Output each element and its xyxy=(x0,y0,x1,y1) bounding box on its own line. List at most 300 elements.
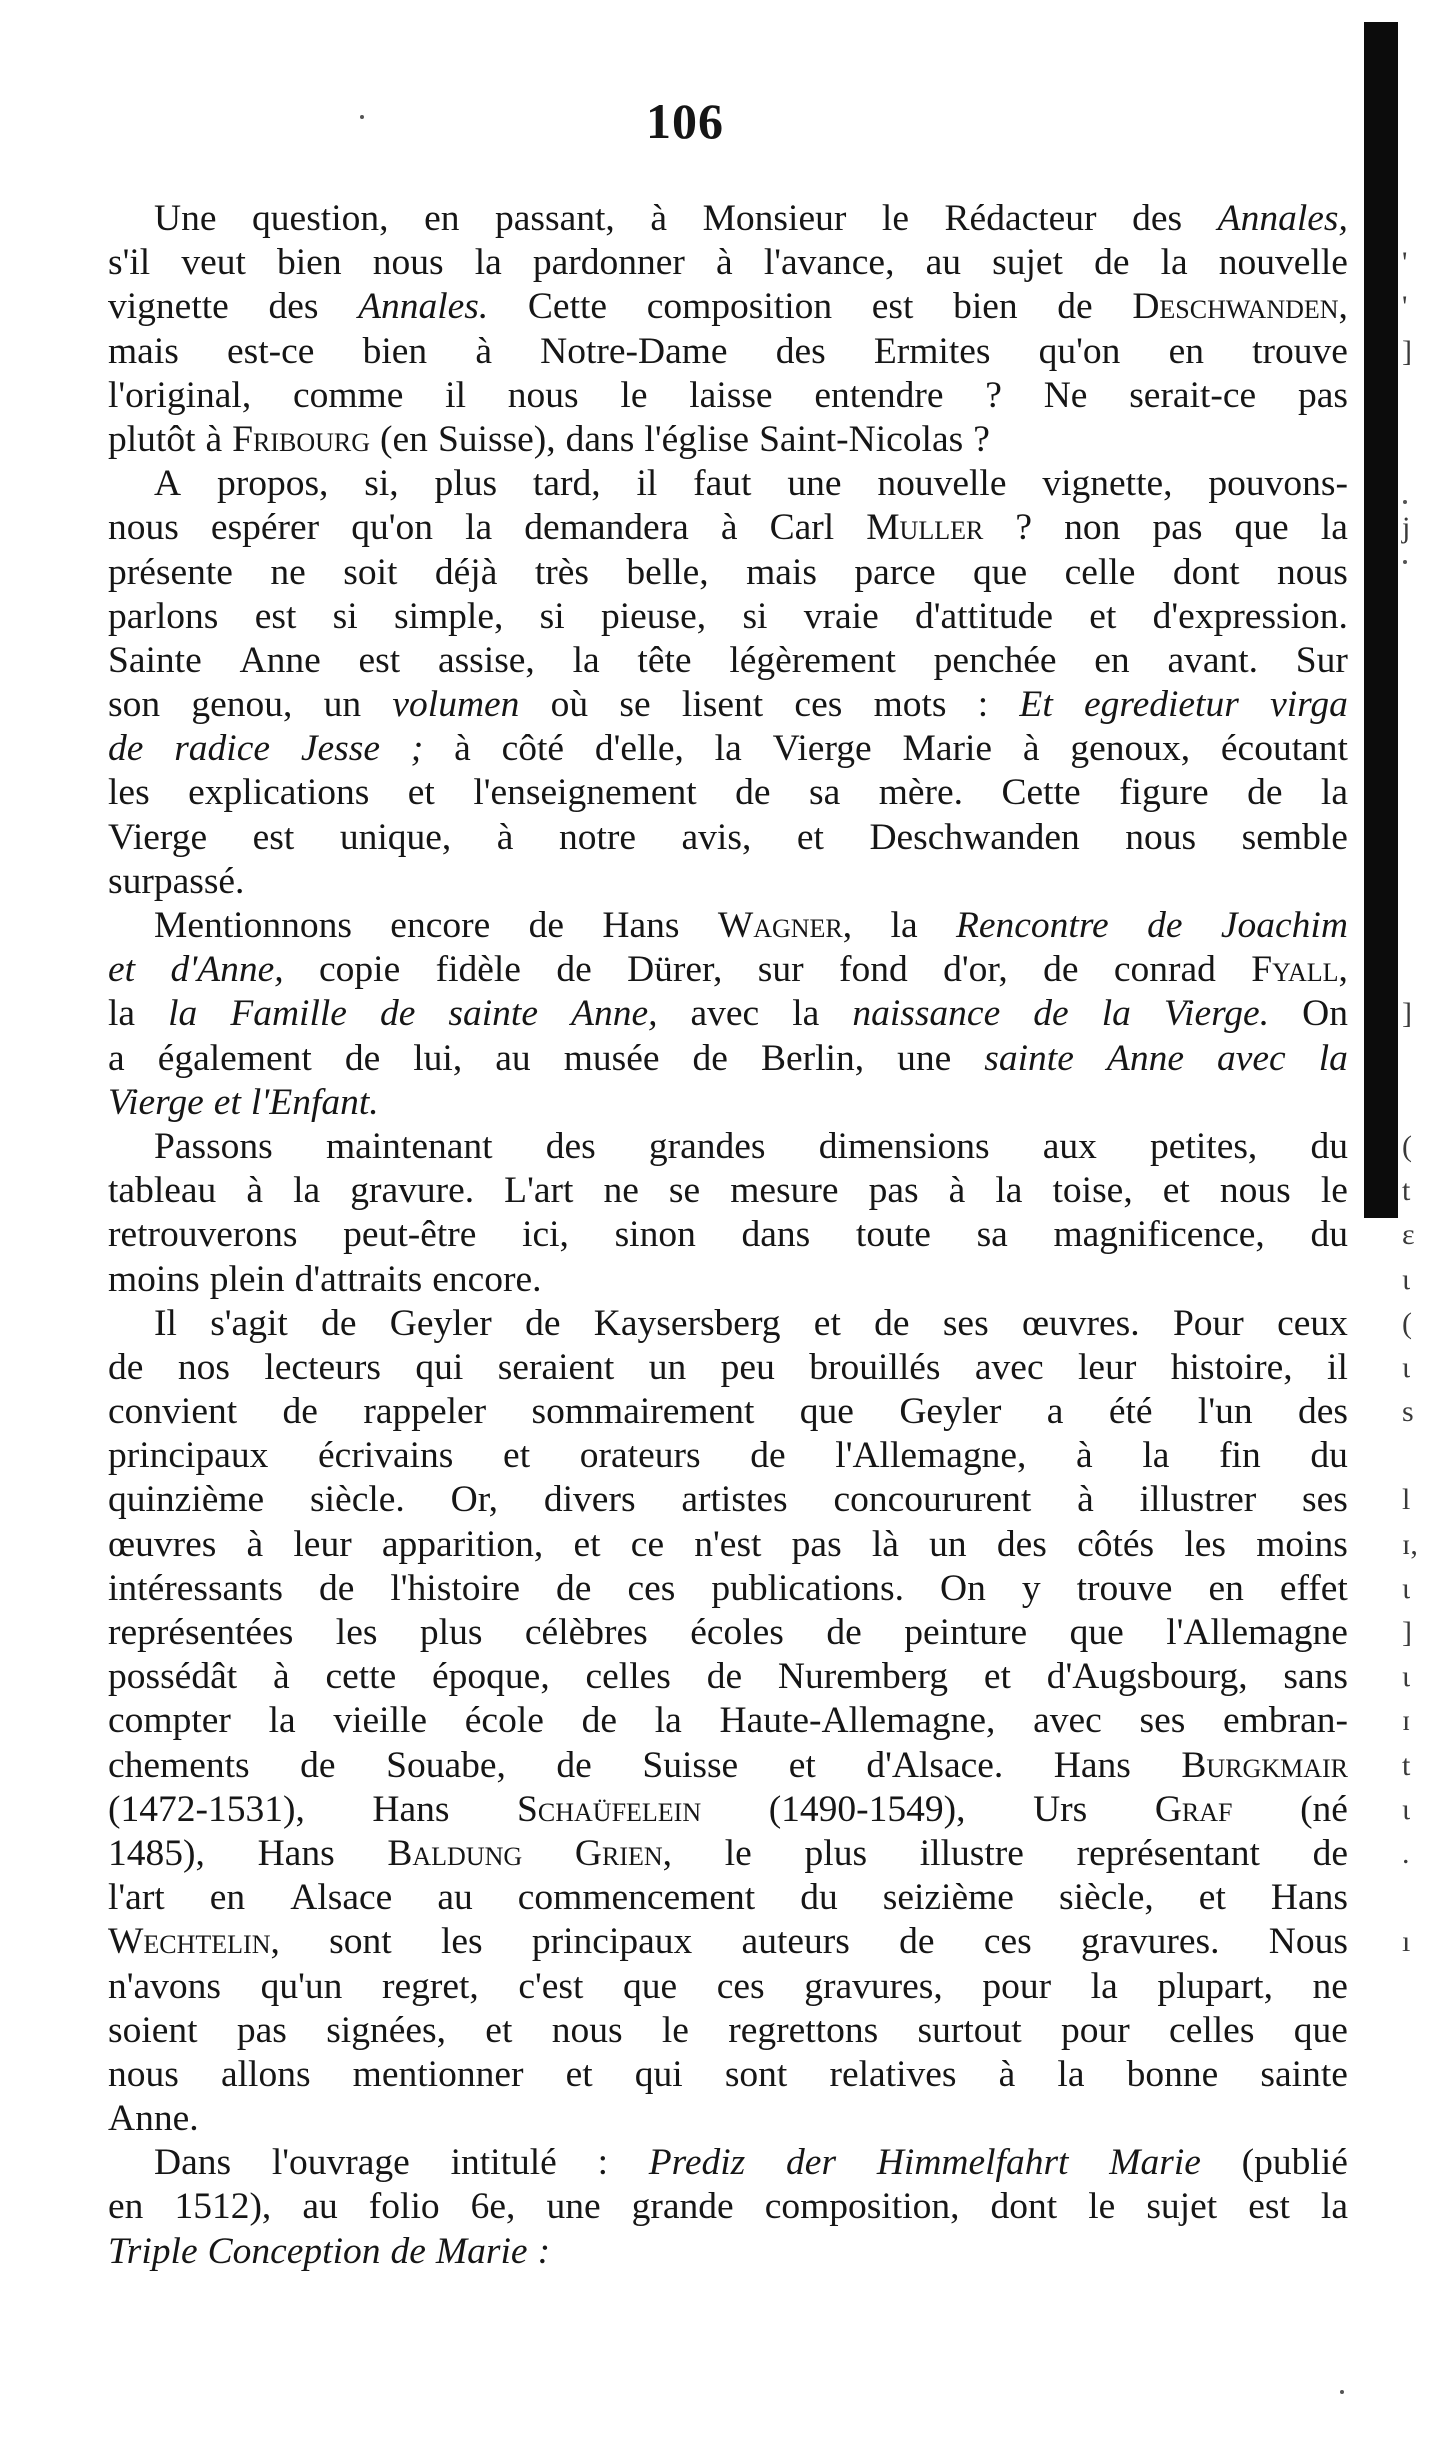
edge-marks xyxy=(1402,197,1436,1965)
word: du xyxy=(800,1877,838,1919)
word: qu'on xyxy=(1038,330,1121,372)
word: entendre xyxy=(814,374,944,416)
word: de xyxy=(692,1037,728,1079)
word: passant, xyxy=(495,198,615,239)
word: si, xyxy=(364,463,399,505)
word: représentant xyxy=(1076,1832,1260,1874)
word: der xyxy=(786,2142,837,2184)
word: la xyxy=(1142,1435,1170,1477)
word: folio xyxy=(368,2186,440,2228)
word: Nuremberg xyxy=(777,1656,949,1698)
word: Grien, xyxy=(574,1832,673,1874)
word: Sur xyxy=(1295,639,1348,681)
word: Marie xyxy=(902,728,993,770)
word: figure xyxy=(1119,772,1209,814)
text-line xyxy=(108,1788,1348,1832)
word: et xyxy=(213,1081,241,1123)
word: sur xyxy=(757,949,804,991)
word: : xyxy=(537,2230,551,2272)
speck xyxy=(360,115,364,119)
word: Alsace xyxy=(290,1877,393,1919)
word: Hans xyxy=(1270,1877,1348,1919)
text-line xyxy=(108,1832,1348,1876)
word: s'agit xyxy=(210,1302,288,1344)
word: Mentionnons xyxy=(154,905,352,946)
word: 6e, xyxy=(470,2186,516,2228)
word: lui, xyxy=(413,1037,463,1079)
word: également xyxy=(157,1037,312,1079)
word: avec xyxy=(1217,1037,1286,1079)
word: le xyxy=(661,2009,689,2051)
speck xyxy=(1340,2390,1344,2394)
word: penchée xyxy=(933,639,1057,681)
edge-mark: s xyxy=(1402,1395,1414,1429)
word: peut-être xyxy=(343,1214,477,1256)
word: et xyxy=(983,1656,1011,1698)
word: de xyxy=(528,905,564,946)
word: la xyxy=(465,507,493,549)
word: surtout xyxy=(917,2009,1022,2051)
word: explications xyxy=(188,772,370,814)
word: naissance xyxy=(852,993,1001,1035)
text-line xyxy=(108,1213,1348,1257)
word: encore xyxy=(390,905,491,946)
word: Vierge xyxy=(772,728,872,770)
speck xyxy=(1403,500,1407,504)
word: Carl xyxy=(769,507,835,549)
text-line xyxy=(108,2141,1348,2185)
word: orateurs xyxy=(579,1435,701,1477)
word: ces xyxy=(716,1965,765,2007)
word: Anne. xyxy=(108,2098,199,2140)
word: chements xyxy=(108,1744,250,1786)
word: de xyxy=(525,1302,561,1344)
word: Annales, xyxy=(1217,198,1348,239)
word: de xyxy=(282,1391,318,1433)
word: concoururent xyxy=(833,1479,1032,1521)
word: du xyxy=(1310,1125,1348,1167)
text-line xyxy=(108,595,1348,639)
word: des xyxy=(1132,198,1183,239)
word: surpassé. xyxy=(108,860,245,902)
word: d'attraits xyxy=(294,1258,423,1300)
word: signées, xyxy=(326,2009,446,2051)
word: ne xyxy=(1312,1965,1348,2007)
word: au xyxy=(925,242,961,284)
word: sa xyxy=(976,1214,1008,1256)
word: Muller xyxy=(866,507,984,549)
word: On xyxy=(1302,993,1348,1035)
word: des xyxy=(268,286,319,328)
word: pardonner xyxy=(532,242,685,284)
word: propos, xyxy=(216,463,329,505)
word: du xyxy=(1310,1214,1348,1256)
word: que xyxy=(1234,507,1289,549)
word: nous xyxy=(1125,816,1197,858)
word: soit xyxy=(343,551,398,593)
text-line xyxy=(108,1699,1348,1743)
word: apparition, xyxy=(381,1523,544,1565)
word: un xyxy=(929,1523,967,1565)
word: Conception xyxy=(207,2230,381,2272)
word: ceux xyxy=(1277,1302,1348,1344)
word: parlons xyxy=(108,595,219,637)
word: pas xyxy=(868,1170,919,1212)
word: retrouverons xyxy=(108,1214,298,1256)
text-line xyxy=(108,2009,1348,2053)
word: dimensions xyxy=(818,1125,990,1167)
word: ne xyxy=(603,1170,639,1212)
text-line xyxy=(108,816,1348,860)
word: Souabe, xyxy=(386,1744,506,1786)
word: principaux xyxy=(108,1435,269,1477)
word: d'Anne, xyxy=(170,949,284,991)
word: artistes xyxy=(681,1479,788,1521)
word: auteurs xyxy=(741,1921,850,1963)
word: belle, xyxy=(626,551,709,593)
word: mais xyxy=(108,330,179,372)
edge-mark: ] xyxy=(1402,334,1412,368)
word: l'Enfant. xyxy=(250,1081,379,1123)
word: genoux, xyxy=(1070,728,1191,770)
edge-mark: . xyxy=(1402,1836,1410,1870)
word: : xyxy=(977,684,989,726)
word: est xyxy=(358,639,401,681)
word: siècle, xyxy=(1059,1877,1154,1919)
word: sont xyxy=(724,2053,788,2095)
word: d'Alsace. xyxy=(866,1744,1004,1786)
word: au xyxy=(437,1877,473,1919)
word: Burgkmair xyxy=(1181,1744,1348,1786)
word: en xyxy=(209,1877,246,1919)
word: il xyxy=(1327,1346,1348,1388)
word: Himmelfahrt xyxy=(876,2142,1069,2184)
word: de xyxy=(1312,1832,1348,1874)
word: nous xyxy=(372,242,444,284)
word: l'ouvrage xyxy=(271,2142,410,2184)
word: Annales. xyxy=(358,286,489,328)
word: qu'un xyxy=(260,1965,343,2007)
word: plus xyxy=(804,1832,868,1874)
word: de xyxy=(344,1037,381,1079)
word: à xyxy=(1076,1435,1093,1477)
word: déjà xyxy=(434,551,498,593)
edge-mark xyxy=(1402,197,1436,241)
word: divers xyxy=(543,1479,636,1521)
word: de xyxy=(706,1656,743,1698)
word: non xyxy=(1064,507,1121,549)
edge-mark: ɪ, xyxy=(1402,1527,1418,1561)
word: A xyxy=(154,463,182,505)
word: si xyxy=(332,595,358,637)
word: ses xyxy=(1302,1479,1348,1521)
word: d'expression. xyxy=(1152,595,1348,637)
word: Cette xyxy=(1001,772,1081,814)
word: gravures, xyxy=(804,1965,943,2007)
word: pas xyxy=(236,2009,287,2051)
word: en xyxy=(424,198,460,239)
word: ? xyxy=(985,374,1002,416)
word: la xyxy=(890,905,918,946)
word: illustrer xyxy=(1139,1479,1257,1521)
word: présente xyxy=(108,551,233,593)
word: moins xyxy=(1256,1523,1348,1565)
word: Vierge xyxy=(108,816,208,858)
word: est xyxy=(254,595,297,637)
word: allons xyxy=(220,2053,311,2095)
word: mentionner xyxy=(352,2053,524,2095)
edge-mark xyxy=(1402,551,1436,595)
word: époque, xyxy=(432,1656,550,1698)
word: de xyxy=(1057,286,1093,328)
word: à xyxy=(1022,728,1040,770)
text-line xyxy=(108,2053,1348,2097)
word: faut xyxy=(693,463,752,505)
word: Geyler xyxy=(899,1391,1002,1433)
text-line xyxy=(108,860,1348,904)
word: à xyxy=(454,728,471,770)
word: de xyxy=(556,1567,592,1609)
word: Baldung xyxy=(387,1832,523,1874)
word: Graf xyxy=(1154,1788,1233,1830)
word: que xyxy=(973,551,1028,593)
word: en xyxy=(1094,639,1130,681)
word: nous xyxy=(507,374,579,416)
word: la xyxy=(995,1170,1023,1212)
word: encore. xyxy=(432,1258,542,1300)
word: l'un xyxy=(1197,1391,1253,1433)
word: la xyxy=(1320,772,1348,814)
word: très xyxy=(534,551,589,593)
word: ce xyxy=(630,1523,665,1565)
edge-mark xyxy=(1402,595,1436,639)
word: Marie xyxy=(435,2230,528,2272)
word: que xyxy=(1069,1612,1124,1653)
word: à xyxy=(246,1523,264,1565)
word: œuvres. xyxy=(1021,1302,1140,1344)
text-line xyxy=(108,1434,1348,1478)
edge-mark: ι xyxy=(1402,1262,1411,1296)
word: avant. xyxy=(1167,639,1259,681)
word: la xyxy=(293,1170,321,1212)
word: seizième xyxy=(882,1877,1014,1919)
text-line xyxy=(108,1611,1348,1655)
word: (en xyxy=(380,418,428,460)
word: de xyxy=(750,1435,786,1477)
word: (né xyxy=(1300,1788,1348,1830)
text-line xyxy=(108,771,1348,815)
word: et xyxy=(1162,1170,1190,1212)
edge-mark: ( xyxy=(1402,1306,1412,1340)
word: à xyxy=(475,330,492,372)
word: dont xyxy=(990,2186,1058,2228)
word: que xyxy=(1293,2009,1348,2051)
text-block xyxy=(108,197,1348,2274)
word: Vierge xyxy=(108,1081,204,1123)
word: l'Allemagne xyxy=(1166,1612,1348,1653)
word: l'Allemagne, xyxy=(835,1435,1027,1477)
word: intéressants xyxy=(108,1567,283,1609)
word: le xyxy=(1088,2186,1116,2228)
word: les xyxy=(108,772,150,814)
word: se xyxy=(619,684,651,726)
word: mais xyxy=(746,551,817,593)
text-line xyxy=(108,1920,1348,1964)
word: Une xyxy=(154,198,217,239)
edge-mark: ɪ xyxy=(1402,1704,1411,1738)
word: Deschwanden xyxy=(869,816,1080,858)
edge-mark xyxy=(1402,1037,1436,1081)
edge-mark: t xyxy=(1402,1174,1411,1208)
word: à xyxy=(496,816,514,858)
word: commencement xyxy=(517,1877,756,1919)
word: école xyxy=(464,1700,544,1742)
word: représentées xyxy=(108,1612,294,1653)
word: convient xyxy=(108,1391,238,1433)
word: et xyxy=(573,1523,601,1565)
word: si xyxy=(539,595,565,637)
word: le xyxy=(620,374,648,416)
word: l'enseignement xyxy=(473,772,697,814)
word: ne xyxy=(270,551,306,593)
word: genou, xyxy=(191,684,293,726)
word: sont xyxy=(329,1921,392,1963)
word: nous xyxy=(1277,551,1348,593)
text-line xyxy=(108,1125,1348,1169)
word: les xyxy=(1184,1523,1226,1565)
word: Triple xyxy=(108,2230,198,2272)
edge-mark xyxy=(1402,462,1436,506)
edge-mark: ι xyxy=(1402,1350,1411,1384)
word: plein xyxy=(209,1258,285,1300)
word: relatives xyxy=(829,2053,957,2095)
text-line xyxy=(108,2097,1348,2141)
word: On xyxy=(940,1567,986,1609)
word: conrad xyxy=(1113,949,1216,991)
word: au xyxy=(302,2186,338,2228)
word: composition, xyxy=(764,2186,960,2228)
word: compter xyxy=(108,1700,231,1742)
word: virga xyxy=(1270,684,1348,726)
word: trouve xyxy=(1252,330,1348,372)
word: plupart, xyxy=(1157,1965,1273,2007)
word: n'avons xyxy=(108,1965,221,2007)
word: côtés xyxy=(1077,1523,1155,1565)
word: est-ce xyxy=(226,330,315,372)
word: a xyxy=(108,1037,125,1079)
edge-mark: ι xyxy=(1402,1792,1411,1826)
word: des xyxy=(996,1523,1047,1565)
word: du xyxy=(1310,1435,1348,1477)
word: à xyxy=(246,1170,263,1212)
word: bonne xyxy=(1126,2053,1219,2095)
word: copie xyxy=(319,949,401,991)
word: Passons xyxy=(154,1125,273,1167)
word: Vierge. xyxy=(1163,993,1270,1035)
word: vignette, xyxy=(1042,463,1173,505)
word: de xyxy=(581,1700,617,1742)
word: demandera xyxy=(524,507,689,549)
word: la xyxy=(572,639,600,681)
word: d'attitude xyxy=(915,595,1053,637)
word: de xyxy=(379,993,416,1035)
edge-mark xyxy=(1402,948,1436,992)
word: fin xyxy=(1219,1435,1261,1477)
word: la xyxy=(792,993,820,1035)
word: une xyxy=(787,463,842,505)
word: la xyxy=(1057,2053,1085,2095)
word: qu'on xyxy=(351,507,434,549)
word: sinon xyxy=(614,1214,696,1256)
word: Et xyxy=(1019,684,1053,726)
word: le xyxy=(881,198,909,239)
word: et xyxy=(407,772,435,814)
word: simple, xyxy=(393,595,504,637)
word: ; xyxy=(410,728,424,770)
word: à xyxy=(720,507,738,549)
word: grandes xyxy=(648,1125,766,1167)
word: histoire, xyxy=(1170,1346,1293,1388)
word: regret, xyxy=(381,1965,479,2007)
word: bien xyxy=(362,330,428,372)
word: en xyxy=(1168,330,1204,372)
margin-bar xyxy=(1364,22,1398,1218)
word: Monsieur xyxy=(702,198,847,239)
word: ces xyxy=(627,1567,676,1609)
word: leur xyxy=(1078,1346,1137,1388)
word: peu xyxy=(720,1346,775,1388)
word: Ermites xyxy=(873,330,991,372)
word: Hans xyxy=(257,1832,335,1874)
word: Deschwanden, xyxy=(1132,286,1348,328)
word: la xyxy=(1160,242,1188,284)
word: s'il xyxy=(108,242,151,284)
word: ses xyxy=(942,1302,989,1344)
word: (1472-1531), xyxy=(108,1788,305,1830)
word: Or, xyxy=(450,1479,499,1521)
word: sujet xyxy=(992,242,1063,284)
word: a xyxy=(1046,1391,1064,1433)
word: celles xyxy=(585,1656,671,1698)
text-line xyxy=(108,2230,1348,2274)
word: les xyxy=(335,1612,378,1653)
word: la xyxy=(1318,1037,1348,1079)
text-line xyxy=(108,285,1348,329)
word: le xyxy=(724,1832,752,1874)
word: de xyxy=(1094,242,1130,284)
word: vieille xyxy=(333,1700,428,1742)
word: d'elle, xyxy=(594,728,684,770)
edge-mark xyxy=(1402,683,1436,727)
word: moins xyxy=(108,1258,200,1300)
word: lisent xyxy=(681,684,764,726)
word: qui xyxy=(415,1346,464,1388)
word: assise, xyxy=(437,639,535,681)
word: des xyxy=(545,1125,596,1167)
word: pas xyxy=(791,1523,842,1565)
word: nos xyxy=(177,1346,230,1388)
text-line xyxy=(108,418,1348,462)
text-line xyxy=(108,1655,1348,1699)
word: dans xyxy=(565,418,635,460)
word: parce xyxy=(854,551,936,593)
word: avec xyxy=(974,1346,1044,1388)
edge-mark: t xyxy=(1402,1748,1411,1782)
word: de xyxy=(1043,949,1079,991)
word: celles xyxy=(1169,2009,1255,2051)
word: 1485), xyxy=(108,1832,205,1874)
word: une xyxy=(546,2186,601,2228)
